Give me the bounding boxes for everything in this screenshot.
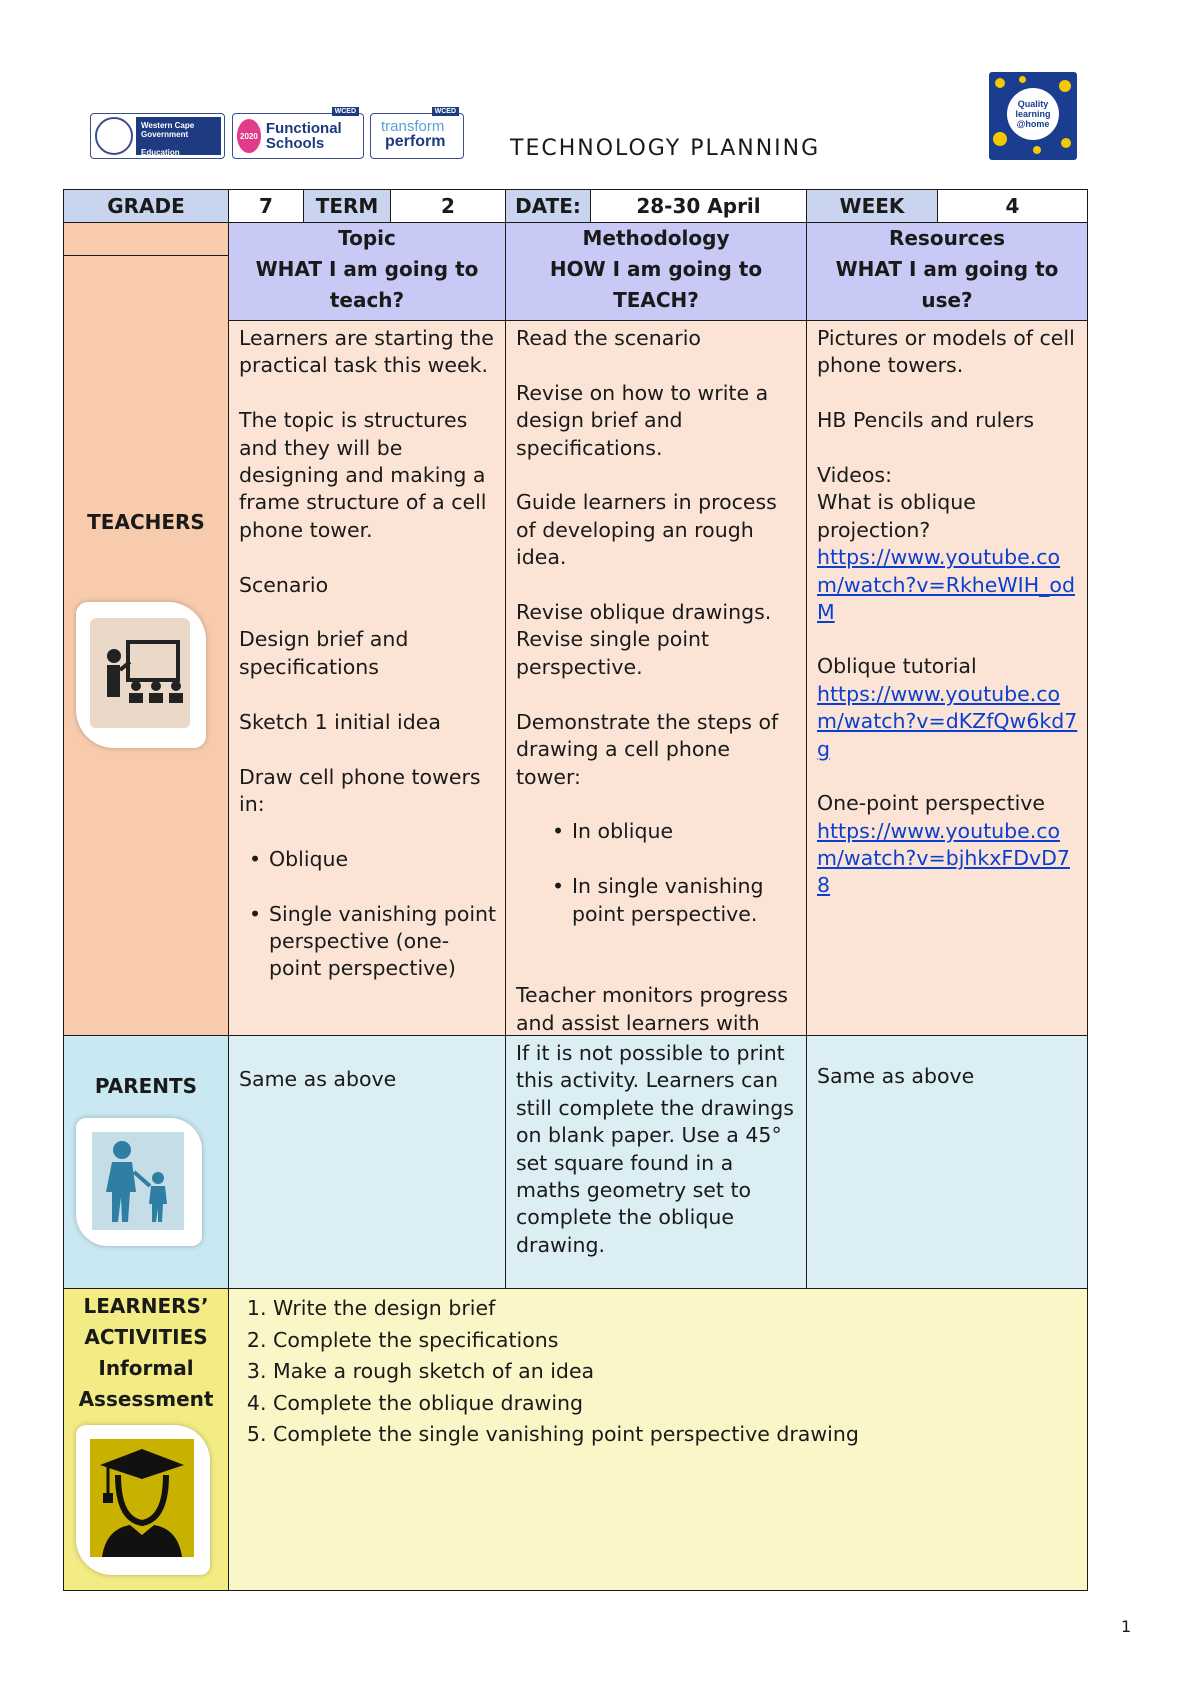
list-item: 1. Write the design brief: [273, 1293, 1087, 1325]
parent-child-icon: [76, 1118, 202, 1246]
parents-res-text: Same as above: [817, 1064, 975, 1088]
teachers-method-text: Read the scenario Revise on how to write a design brief and specifications. Guide learners in process of developing an rough idea. Revise oblique drawings. Revise single point perspective. Demonstrate the steps of drawing a cell phone tower:: [516, 326, 779, 789]
page-number: 1: [1121, 1617, 1132, 1636]
teachers-topic-text: Learners are starting the practical task this week. The topic is structures and they will be designing and making a frame structure of a cell phone tower. Scenario Design brief and specifications Sketch 1 initial idea Draw cell phone towers in:: [239, 326, 494, 816]
teachers-resources-cell: [806, 320, 1088, 1036]
topic-header: Topic WHAT I am going to teach?: [228, 222, 506, 321]
learners-side-cell: [63, 1288, 229, 1591]
teacher-presentation-icon: [76, 602, 206, 748]
teachers-res-text3: One-point perspective: [817, 791, 1046, 816]
quality-learning-logo: [989, 72, 1077, 160]
teachers-method-cell: [505, 320, 807, 1036]
learners-activities-cell: [228, 1288, 1088, 1591]
list-item: • In single vanishing point perspective.: [562, 873, 798, 928]
wced-tag: WCED: [332, 107, 359, 116]
parents-topic-text: Same as above: [239, 1067, 397, 1091]
teachers-side-cell: [63, 255, 229, 1036]
fs-logo-text: Functional Schools: [265, 120, 342, 152]
parents-label: PARENTS: [94, 1074, 198, 1098]
fs-badge: 2020: [237, 119, 261, 153]
learners-label: LEARNERS’ ACTIVITIES Informal Assessment: [78, 1294, 214, 1411]
wced-tag: WCED: [432, 107, 459, 116]
term-value: 2: [390, 189, 506, 223]
term-label: TERM: [303, 189, 391, 223]
qlh-text: Quality learning @home: [1007, 88, 1059, 140]
activities-list-wrap: [229, 1289, 1087, 1451]
teachers-label: TEACHERS: [87, 510, 205, 534]
transform-perform-logo: [370, 108, 464, 159]
teachers-topic-cell: [228, 320, 506, 1036]
youtube-link-oblique-projection[interactable]: https://www.youtube.com/watch?v=RkheWIH_odM: [817, 545, 1075, 625]
parents-resources-cell: [806, 1035, 1088, 1289]
teachers-method-list: [506, 791, 806, 955]
grade-label: GRADE: [63, 189, 229, 223]
list-item: 3. Make a rough sketch of an idea: [273, 1356, 1087, 1388]
list-item: 4. Complete the oblique drawing: [273, 1388, 1087, 1420]
tp-line1: transform: [381, 118, 445, 135]
list-item: • Single vanishing point perspective (one-point perspective): [259, 901, 497, 983]
youtube-link-one-point-perspective[interactable]: https://www.youtube.com/watch?v=bjhkxFDvD78: [817, 818, 1070, 898]
grade-value: 7: [228, 189, 304, 223]
list-item: 2. Complete the specifications: [273, 1325, 1087, 1357]
wcg-logo-text: Western Cape Government Education: [136, 117, 221, 155]
parents-topic-cell: [228, 1035, 506, 1289]
graduate-icon: [76, 1425, 210, 1575]
wcg-logo: [90, 113, 225, 159]
teachers-method-text2: Teacher monitors progress and assist learners with: [516, 983, 788, 1035]
resources-header: Resources WHAT I am going to use?: [806, 222, 1088, 321]
blank-header-cell: [63, 222, 229, 256]
methodology-header: Methodology HOW I am going to TEACH?: [505, 222, 807, 321]
list-item: • Oblique: [259, 846, 497, 873]
parents-method-text: If it is not possible to print this activity. Learners can still complete the drawings on blank paper. Use a 45° set square found in a maths geometry set to complete the oblique drawing.: [516, 1041, 794, 1257]
crest-icon: [95, 117, 133, 155]
list-item: • In oblique: [562, 818, 798, 845]
date-label: DATE:: [505, 189, 591, 223]
parents-method-cell: [505, 1035, 807, 1289]
youtube-link-oblique-tutorial[interactable]: https://www.youtube.com/watch?v=dKZfQw6kd7g: [817, 681, 1078, 761]
week-label: WEEK: [806, 189, 938, 223]
tp-line2: perform: [385, 133, 446, 150]
teachers-res-text1: Pictures or models of cell phone towers. HB Pencils and rulers Videos: What is oblique projection?: [817, 326, 1075, 542]
activities-list: [249, 1293, 1087, 1451]
teachers-res-text2: Oblique tutorial: [817, 654, 977, 679]
date-value: 28-30 April: [590, 189, 807, 223]
list-item: 5. Complete the single vanishing point perspective drawing: [273, 1419, 1087, 1451]
teachers-topic-list: [229, 818, 505, 1010]
functional-schools-logo: [232, 108, 364, 159]
page-title: TECHNOLOGY PLANNING: [510, 136, 821, 161]
parents-side-cell: [63, 1035, 229, 1289]
week-value: 4: [937, 189, 1088, 223]
